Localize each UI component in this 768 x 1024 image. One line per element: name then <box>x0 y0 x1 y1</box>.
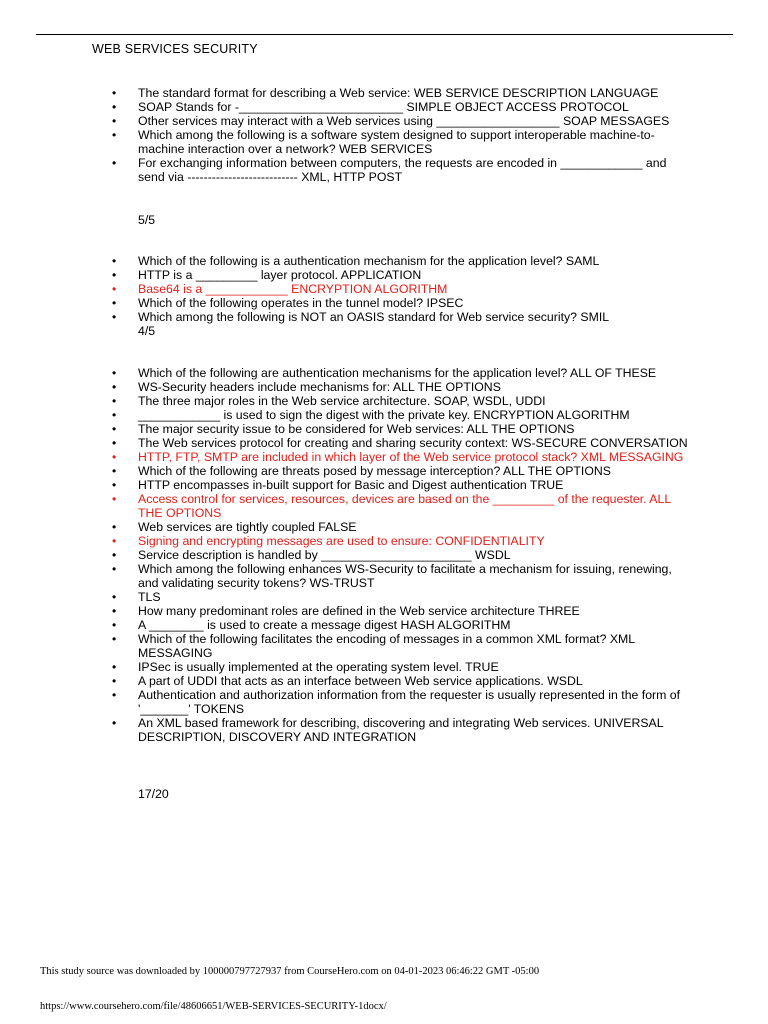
list-item: • Which of the following are authentication mechanisms for the application level? ALL OF THESE <box>112 366 692 380</box>
list-item: • The major security issue to be considered for Web services: ALL THE OPTIONS <box>112 422 692 436</box>
top-rule <box>36 34 733 35</box>
list-item: • Base64 is a ____________ ENCRYPTION ALGORITHM <box>112 282 692 296</box>
question-list-1 <box>112 86 692 184</box>
list-item: • HTTP, FTP, SMTP are included in which layer of the Web service protocol stack? XML MESSAGING <box>112 450 692 464</box>
document-title: WEB SERVICES SECURITY <box>92 42 258 56</box>
list-item: • Signing and encrypting messages are used to ensure: CONFIDENTIALITY <box>112 534 692 548</box>
list-item: • An XML based framework for describing, discovering and integrating Web services. UNIVERSAL DESCRIPTION, DISCOVERY AND INTEGRATION <box>112 716 692 744</box>
list-item: • Access control for services, resources, devices are based on the _________ of the requester. ALL THE OPTIONS <box>112 492 692 520</box>
source-url[interactable]: https://www.coursehero.com/file/48606651/WEB-SERVICES-SECURITY-1docx/ <box>40 1001 387 1012</box>
list-item: • WS-Security headers include mechanisms for: ALL THE OPTIONS <box>112 380 692 394</box>
list-item: • Which of the following are threats posed by message interception? ALL THE OPTIONS <box>112 464 692 478</box>
list-item: • Service description is handled by ______________________ WSDL <box>112 548 692 562</box>
list-item: • Which among the following enhances WS-Security to facilitate a mechanism for issuing, renewing, and validating security tokens? WS-TRUST <box>112 562 692 590</box>
list-item: • Web services are tightly coupled FALSE <box>112 520 692 534</box>
list-item: • A part of UDDI that acts as an interface between Web service applications. WSDL <box>112 674 692 688</box>
download-source-note: This study source was downloaded by 100000797727937 from CourseHero.com on 04-01-2023 06:46:22 GMT -05:00 <box>40 966 540 977</box>
list-item: • IPSec is usually implemented at the operating system level. TRUE <box>112 660 692 674</box>
list-item: • The Web services protocol for creating and sharing security context: WS-SECURE CONVERSATION <box>112 436 692 450</box>
list-item: • Other services may interact with a Web services using __________________ SOAP MESSAGES <box>112 114 692 128</box>
list-item: • The three major roles in the Web service architecture. SOAP, WSDL, UDDI <box>112 394 692 408</box>
list-item: • The standard format for describing a Web service: WEB SERVICE DESCRIPTION LANGUAGE <box>112 86 692 100</box>
list-item: • Which of the following facilitates the encoding of messages in a common XML format? XML MESSAGING <box>112 632 692 660</box>
list-item: • Authentication and authorization information from the requester is usually represented in the form of '_______' TOKENS <box>112 688 692 716</box>
section-score: 17/20 <box>138 787 169 801</box>
list-item: • HTTP encompasses in-built support for Basic and Digest authentication TRUE <box>112 478 692 492</box>
list-item: • Which of the following is a authentication mechanism for the application level? SAML <box>112 254 692 268</box>
list-item: • A ________ is used to create a message digest HASH ALGORITHM <box>112 618 692 632</box>
list-item: • Which among the following is a software system designed to support interoperable machine-to-machine interaction over a network? WEB SERVICES <box>112 128 692 156</box>
list-item: • TLS <box>112 590 692 604</box>
section-score: 4/5 <box>138 324 156 338</box>
question-list-3 <box>112 366 692 744</box>
list-item: • For exchanging information between computers, the requests are encoded in ____________ and send via --------------------------- XML, HTTP POST <box>112 156 692 184</box>
list-item: • How many predominant roles are defined in the Web service architecture THREE <box>112 604 692 618</box>
list-item: • Which of the following operates in the tunnel model? IPSEC <box>112 296 692 310</box>
section-score: 5/5 <box>138 213 156 227</box>
question-list-2 <box>112 254 692 324</box>
list-item: • SOAP Stands for -________________________ SIMPLE OBJECT ACCESS PROTOCOL <box>112 100 692 114</box>
list-item: • ____________ is used to sign the digest with the private key. ENCRYPTION ALGORITHM <box>112 408 692 422</box>
list-item: • HTTP is a _________ layer protocol. APPLICATION <box>112 268 692 282</box>
list-item: • Which among the following is NOT an OASIS standard for Web service security? SMIL <box>112 310 692 324</box>
